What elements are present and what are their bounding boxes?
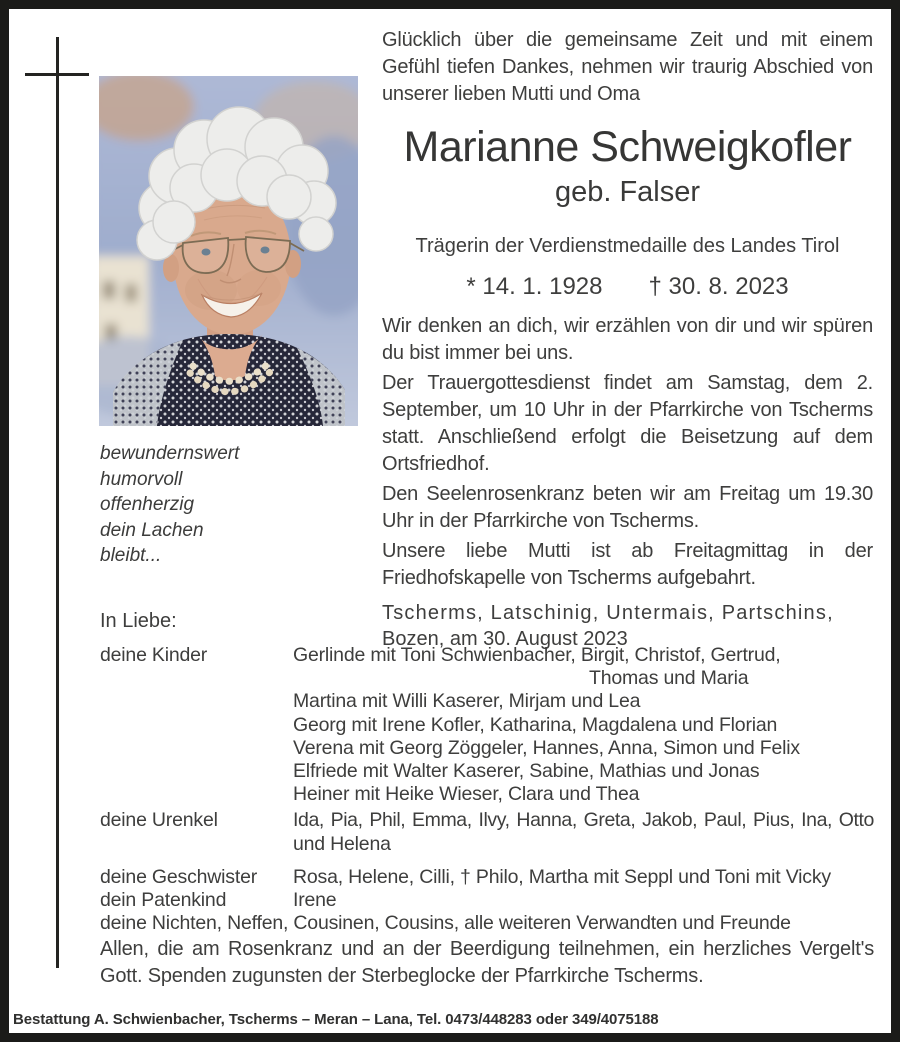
siblings-names: Rosa, Helene, Cilli, † Philo, Martha mit Seppl und Toni mit Vicky: [293, 865, 831, 888]
caption-line: offenherzig: [100, 494, 195, 515]
death-date: † 30. 8. 2023: [648, 273, 789, 300]
godchild-name: Irene: [293, 889, 337, 912]
remembrance-paragraph: Wir denken an dich, wir erzählen von dir und wir spüren du bist immer bei uns.: [382, 315, 873, 364]
closing-paragraph: Allen, die am Rosenkranz und an der Beerdigung teilnehmen, ein herzliches Vergelt's Gott. Spenden zugunsten der Sterbeglocke der Pfarrkirche Tscherms.: [100, 938, 874, 987]
laying-out-paragraph: Unsere liebe Mutti ist ab Freitagmittag in der Friedhofskapelle von Tscherms aufgebahrt.: [382, 540, 873, 589]
greatgrandchildren-row: [100, 809, 874, 855]
funeral-service-paragraph: Der Trauergottesdienst findet am Samstag, dem 2. September, um 10 Uhr in der Pfarrkirche von Tscherms statt. Anschließend erfolgt die Beisetzung auf dem Ortsfriedhof.: [382, 372, 873, 475]
caption-line: dein Lachen: [100, 519, 204, 541]
child-line: Thomas und Maria: [589, 667, 749, 690]
caption-line: bewundernswert: [100, 443, 240, 464]
godchild-row: [100, 889, 874, 912]
location-line: Tscherms, Latschinig, Untermais, Partschins,: [382, 602, 834, 624]
greatgrandchild-line: und Helena: [293, 832, 391, 855]
child-line: Verena mit Georg Zöggeler, Hannes, Anna, Simon und Felix: [293, 736, 800, 759]
cross-icon-bar: [25, 73, 89, 76]
child-line: Elfriede mit Walter Kaserer, Sabine, Mathias und Jonas: [293, 760, 760, 783]
children-label: deine Kinder: [100, 644, 208, 666]
children-names: [293, 644, 874, 806]
caption-line: bleibt...: [100, 545, 162, 566]
siblings-label: deine Geschwister: [100, 865, 258, 888]
life-dates: [382, 273, 873, 301]
maiden-name: geb. Falser: [554, 176, 701, 208]
birth-date: * 14. 1. 1928: [466, 273, 603, 300]
caption-line: humorvoll: [100, 468, 183, 490]
cross-icon: [56, 37, 59, 968]
children-row: [100, 644, 874, 806]
honor-line: Trägerin der Verdienstmedaille des Landes Tirol: [415, 235, 840, 257]
relatives-line: deine Nichten, Neffen, Cousinen, Cousins, alle weiteren Verwandten und Freunde: [100, 912, 791, 935]
child-line: Heiner mit Heike Wieser, Clara und Thea: [293, 783, 640, 806]
siblings-row: [100, 866, 874, 889]
family-list: [100, 644, 874, 935]
deceased-name: Marianne Schweigkofler: [403, 123, 852, 171]
godchild-label: dein Patenkind: [100, 889, 227, 912]
child-line: Gerlinde mit Toni Schwienbacher, Birgit, Christof, Gertrud,: [293, 644, 781, 666]
greatgrandchildren-names: [293, 809, 874, 855]
child-line: Georg mit Irene Kofler, Katharina, Magdalena und Florian: [293, 713, 778, 736]
rosary-paragraph: Den Seelenrosenkranz beten wir am Freitag um 19.30 Uhr in der Pfarrkirche von Tscherms.: [382, 483, 873, 532]
funeral-home-footer: Bestattung A. Schwienbacher, Tscherms – Meran – Lana, Tel. 0473/448283 oder 349/4075188: [13, 1011, 659, 1028]
portrait-photo: [99, 76, 358, 426]
child-line: Martina mit Willi Kaserer, Mirjam und Lea: [293, 690, 641, 713]
in-love-label: In Liebe:: [100, 610, 177, 632]
main-column: [382, 27, 873, 652]
greatgrandchild-line: Ida, Pia, Phil, Emma, Ilvy, Hanna, Greta, Jakob, Paul, Pius, Ina, Otto: [293, 809, 874, 832]
greatgrandchildren-label: deine Urenkel: [100, 809, 218, 832]
photo-caption: [100, 441, 239, 569]
location-line: Bozen, am 30. August 2023: [382, 628, 628, 650]
intro-paragraph: Glücklich über die gemeinsame Zeit und mit einem Gefühl tiefen Dankes, nehmen wir traurig Abschied von unserer lieben Mutti und Oma: [382, 29, 873, 105]
